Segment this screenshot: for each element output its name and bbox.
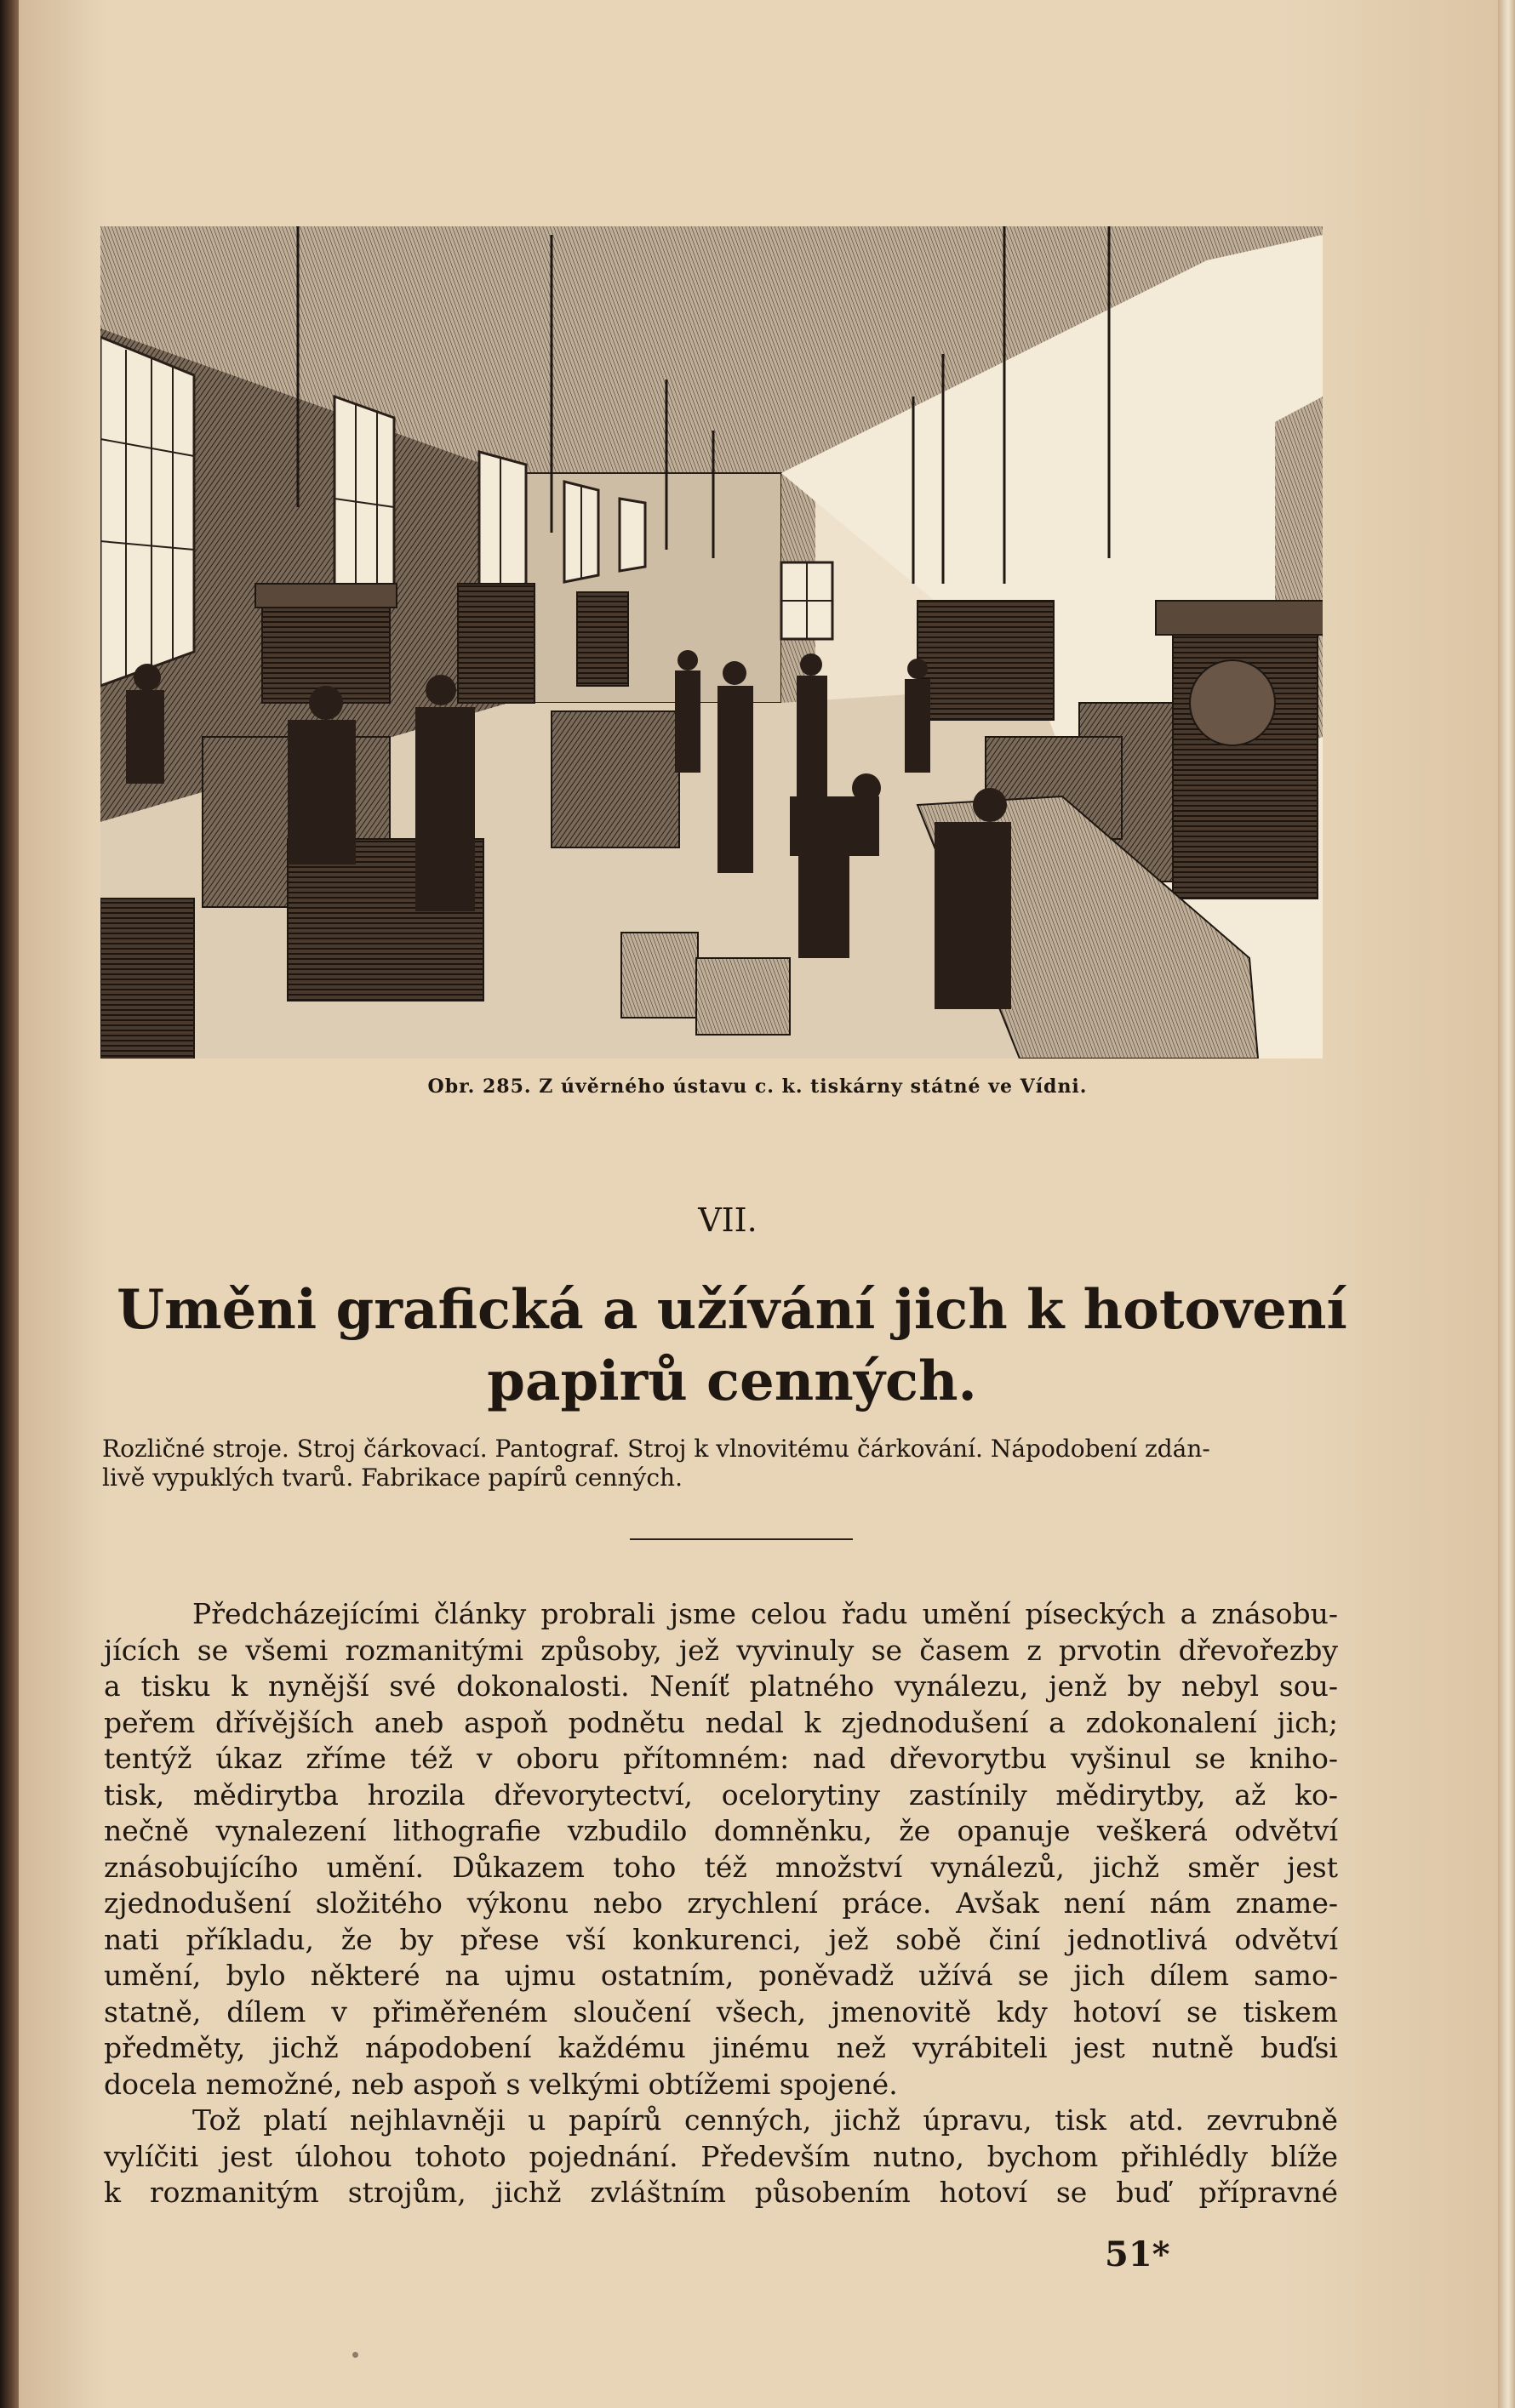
paper-speck <box>352 2352 358 2358</box>
chapter-summary-line: Rozličné stroje. Stroj čárkovací. Pantograf. Stroj k vlnovitému čárkování. Nápodobení zdán- <box>102 1435 1210 1463</box>
figure-caption: Obr. 285. Z úvěrného ústavu c. k. tiskárny státné ve Vídni. <box>427 1076 1088 1098</box>
engraving-illustration <box>100 226 1323 1058</box>
section-divider <box>630 1538 853 1540</box>
chapter-summary <box>102 1435 1336 1492</box>
body-line: tentýž úkaz zříme též v oboru přítomném: nad dřevorytbu vyšinul se kniho- <box>104 1742 1338 1775</box>
body-line: vylíčiti jest úlohou tohoto pojednání. Především nutno, bychom přihlédly blíže <box>104 2139 1338 2173</box>
body-text <box>104 1596 1338 2211</box>
body-line: Předcházejícími články probrali jsme celou řadu umění píseckých a znásobu- <box>192 1597 1338 1630</box>
chapter-title-line: Uměni grafická a užívání jich k hotovení <box>117 1278 1347 1342</box>
body-line: umění, bylo některé na ujmu ostatním, poněvadž užívá se jich dílem samo- <box>104 1959 1338 1992</box>
body-line: peřem dřívějších aneb aspoň podnětu nedal k zjednodušení a zdokonalení jich; <box>104 1705 1338 1739</box>
body-line: jících se všemi rozmanitými způsoby, jež vyvinuly se časem z prvotin dřevořezby <box>104 1633 1338 1667</box>
printing-hall-engraving <box>100 226 1323 1058</box>
page-number: 51* <box>1105 2234 1170 2274</box>
body-line: nečně vynalezení lithografie vzbudilo domněnku, že opanuje veškerá odvětví <box>104 1814 1338 1847</box>
chapter-number: VII. <box>698 1201 758 1239</box>
body-line: a tisku k nynější své dokonalosti. Neníť platného vynálezu, jenž by nebyl sou- <box>104 1669 1338 1703</box>
body-line: znásobujícího umění. Důkazem toho též množství vynálezů, jichž směr jest <box>104 1850 1338 1884</box>
body-line: docela nemožné, neb aspoň s velkými obtížemi spojené. <box>104 2067 898 2101</box>
body-line: k rozmanitým strojům, jichž zvláštním působením hotoví se buď přípravné <box>104 2176 1338 2209</box>
body-line: statně, dílem v přiměřeném sloučení všech, jmenovitě kdy hotoví se tiskem <box>104 1994 1338 2029</box>
body-line: zjednodušení složitého výkonu nebo zrychlení práce. Avšak není nám zname- <box>104 1886 1338 1920</box>
chapter-summary-line: livě vypuklých tvarů. Fabrikace papírů cenných. <box>102 1464 683 1492</box>
page-edge <box>1498 0 1515 2408</box>
body-line: Tož platí nejhlavněji u papírů cenných, jichž úpravu, tisk atd. zevrubně <box>192 2103 1338 2137</box>
body-line: předměty, jichž nápodobení každému jinému než vyrábiteli jest nutně buďsi <box>104 2031 1338 2064</box>
chapter-title-line: papirů cenných. <box>487 1350 977 1413</box>
chapter-title <box>85 1275 1379 1418</box>
body-line: tisk, mědirytba hrozila dřevorytectví, ocelorytiny zastínily mědirytby, až ko- <box>104 1777 1338 1812</box>
body-line: nati příkladu, že by přese vší konkurenci, jež sobě činí jednotlivá odvětví <box>104 1922 1338 1956</box>
